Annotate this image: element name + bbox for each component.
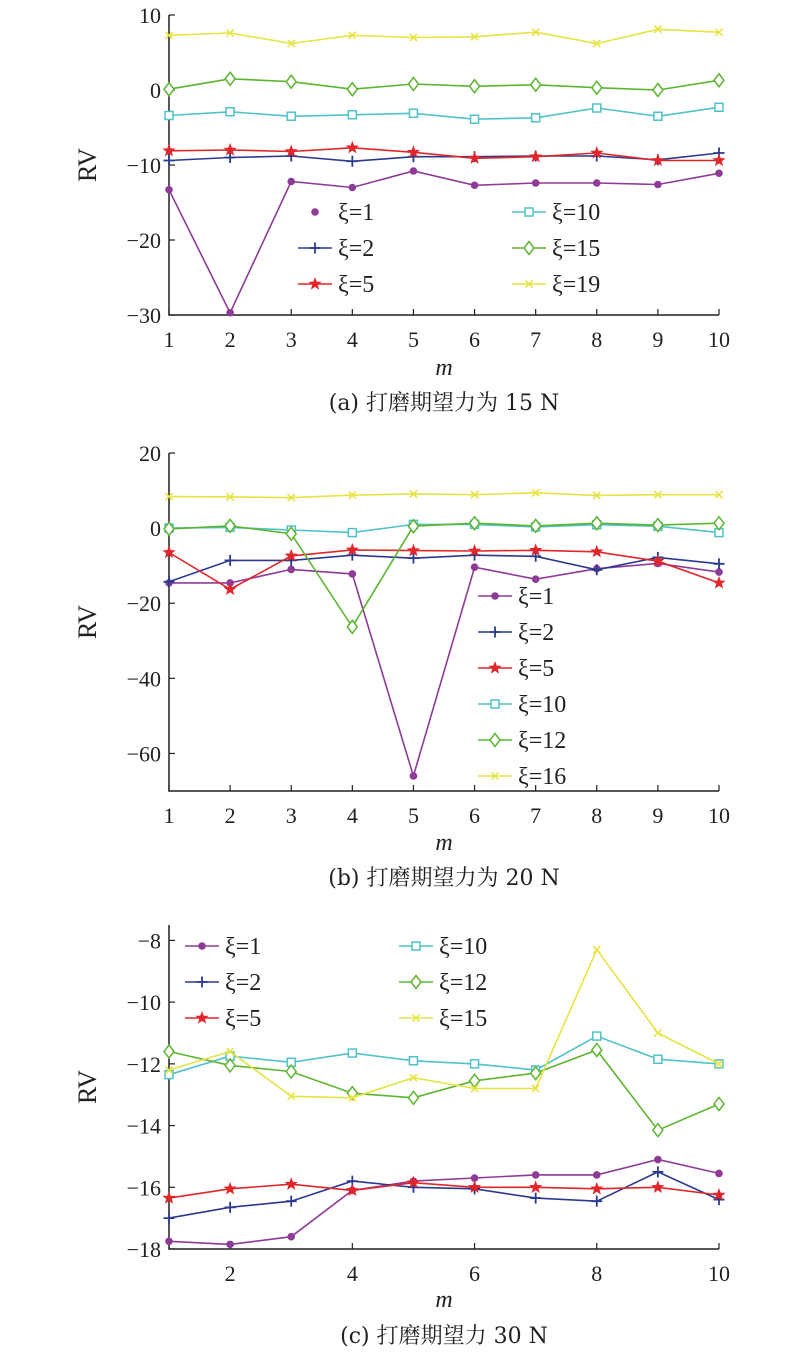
axes-frame: [169, 15, 719, 315]
data-point: [654, 1029, 661, 1036]
legend: [185, 934, 487, 1032]
y-axis-label: RV: [73, 1069, 102, 1105]
y-tick-label: −10: [126, 153, 161, 178]
data-point: [165, 112, 173, 120]
legend-entry: [478, 584, 554, 610]
legend-entry: [512, 200, 600, 226]
data-point: [409, 109, 417, 117]
y-tick-label: −20: [126, 591, 161, 617]
data-point: [164, 1045, 174, 1058]
data-point: [287, 566, 295, 574]
legend-entry: [478, 728, 566, 754]
legend-marker: [195, 1011, 208, 1024]
x-tick-label: 4: [346, 327, 358, 352]
data-point: [532, 575, 540, 583]
data-point: [349, 570, 357, 578]
data-point: [225, 555, 236, 566]
legend-label: ξ=12: [518, 728, 567, 754]
legend-label: ξ=1: [225, 934, 262, 960]
data-point: [164, 83, 174, 96]
series-dot: [165, 560, 723, 780]
legend: [298, 200, 600, 298]
data-point: [408, 553, 419, 564]
legend-marker: [310, 243, 321, 254]
series-line: [169, 29, 719, 43]
series-diamond: [164, 517, 724, 634]
x-tick-label: 7: [530, 803, 542, 828]
series-line: [169, 1183, 719, 1198]
series-line: [169, 107, 719, 119]
legend-marker: [524, 242, 534, 255]
series-diamond: [164, 72, 724, 96]
legend-entry: [478, 764, 566, 790]
y-tick-label: −18: [126, 1237, 161, 1262]
legend-label: ξ=10: [439, 934, 488, 960]
data-point: [654, 1055, 662, 1063]
legend-entry: [512, 272, 600, 298]
x-tick-label: 6: [469, 327, 481, 352]
legend-label: ξ=16: [518, 764, 567, 790]
legend-marker: [197, 977, 208, 988]
series-line: [169, 148, 719, 161]
data-point: [590, 545, 603, 558]
chart-panel-2: [73, 441, 730, 891]
legend-marker: [412, 942, 420, 950]
series-square: [165, 1032, 723, 1079]
data-point: [654, 1156, 662, 1164]
data-point: [287, 1233, 295, 1241]
data-point: [223, 1182, 236, 1195]
legend-entry: [399, 970, 487, 996]
data-point: [410, 167, 418, 175]
panel-caption: (a) 打磨期望力为 15 N: [328, 391, 560, 416]
data-point: [165, 186, 173, 194]
legend-entry: [478, 620, 554, 646]
data-point: [287, 178, 295, 186]
legend-entry: [478, 656, 554, 682]
data-point: [592, 81, 602, 94]
data-point: [590, 1182, 603, 1195]
legend: [478, 584, 566, 790]
data-point: [593, 1032, 601, 1040]
legend-entry: [298, 272, 374, 298]
legend-label: ξ=5: [518, 656, 555, 682]
y-tick-label: −30: [126, 303, 161, 328]
y-tick-label: −8: [137, 928, 161, 954]
data-point: [349, 184, 357, 192]
legend-marker: [525, 208, 533, 216]
data-point: [225, 72, 235, 85]
chart-panel-1: [73, 3, 730, 416]
series-line: [169, 550, 719, 589]
data-point: [226, 108, 234, 116]
y-axis-label: RV: [73, 147, 102, 183]
data-point: [226, 1241, 234, 1249]
y-tick-label: 0: [150, 78, 161, 103]
legend-label: ξ=19: [552, 272, 601, 298]
x-tick-label: 4: [346, 803, 358, 828]
data-point: [712, 576, 725, 589]
legend-marker: [488, 661, 501, 674]
chart-panel-3: [73, 925, 730, 1349]
legend-entry: [399, 934, 487, 960]
data-point: [654, 181, 662, 189]
x-tick-label: 8: [591, 327, 603, 352]
data-point: [593, 179, 601, 187]
y-tick-label: −10: [126, 990, 161, 1016]
x-tick-label: 7: [530, 327, 542, 352]
legend-entry: [478, 692, 566, 718]
y-tick-label: 10: [139, 3, 161, 28]
data-point: [225, 152, 236, 163]
y-tick-label: 20: [139, 441, 161, 466]
data-point: [408, 78, 418, 91]
series-line: [169, 493, 719, 498]
data-point: [715, 568, 723, 576]
x-tick-label: 2: [224, 327, 236, 352]
data-point: [471, 115, 479, 123]
legend-label: ξ=1: [518, 584, 555, 610]
y-tick-label: −60: [126, 741, 161, 767]
x-tick-label: 9: [652, 803, 664, 828]
data-point: [471, 563, 479, 571]
data-point: [348, 529, 356, 537]
x-tick-label: 9: [652, 327, 664, 352]
data-point: [348, 1049, 356, 1057]
y-tick-label: −40: [126, 666, 161, 692]
data-point: [223, 582, 236, 595]
data-point: [470, 80, 480, 93]
series-square: [165, 103, 723, 123]
series-line: [169, 563, 719, 776]
data-point: [591, 1196, 602, 1207]
data-point: [651, 1180, 664, 1193]
x-tick-label: 8: [591, 803, 603, 828]
x-axis-label: m: [435, 1287, 453, 1313]
data-point: [653, 84, 663, 97]
data-point: [715, 1170, 723, 1178]
data-point: [593, 1171, 601, 1179]
y-axis-label: RV: [73, 604, 102, 640]
data-point: [593, 104, 601, 112]
data-point: [471, 181, 479, 189]
series-line: [169, 1036, 719, 1075]
data-point: [715, 103, 723, 111]
data-point: [532, 179, 540, 187]
y-tick-label: −20: [126, 228, 161, 253]
data-point: [164, 155, 175, 166]
x-tick-label: 3: [285, 803, 297, 828]
legend-label: ξ=2: [338, 236, 375, 262]
x-tick-label: 3: [285, 327, 297, 352]
data-point: [532, 114, 540, 122]
data-point: [471, 1060, 479, 1068]
data-point: [531, 78, 541, 91]
data-point: [591, 564, 602, 575]
series-plus: [164, 1166, 725, 1223]
legend-entry: [185, 970, 261, 996]
legend-label: ξ=5: [338, 272, 375, 298]
legend-label: ξ=2: [518, 620, 555, 646]
legend-label: ξ=5: [225, 1006, 262, 1032]
legend-entry: [185, 1006, 261, 1032]
legend-entry: [185, 934, 261, 960]
legend-marker: [490, 734, 500, 747]
legend-label: ξ=2: [225, 970, 262, 996]
legend-entry: [399, 1006, 487, 1032]
data-point: [226, 309, 234, 317]
x-tick-label: 2: [224, 803, 236, 828]
series-dot: [165, 167, 723, 316]
legend-label: ξ=15: [439, 1006, 488, 1032]
data-point: [529, 1180, 542, 1193]
data-point: [408, 1091, 418, 1104]
x-tick-label: 6: [469, 803, 481, 828]
data-point: [530, 1193, 541, 1204]
legend-label: ξ=15: [552, 236, 601, 262]
x-tick-label: 10: [708, 1261, 730, 1286]
x-tick-label: 5: [407, 803, 419, 828]
legend-entry: [311, 200, 374, 226]
x-tick-label: 1: [163, 327, 175, 352]
legend-marker: [491, 592, 499, 600]
data-point: [225, 1202, 236, 1213]
x-axis-label: m: [435, 355, 453, 381]
data-point: [712, 154, 725, 167]
x-tick-label: 10: [708, 327, 730, 352]
data-point: [532, 1171, 540, 1179]
legend-marker: [198, 942, 206, 950]
legend-marker: [311, 208, 319, 216]
series-line: [169, 1160, 719, 1245]
data-point: [346, 141, 359, 154]
data-point: [165, 1237, 173, 1245]
data-point: [286, 75, 296, 88]
data-point: [714, 558, 725, 569]
series-star: [162, 543, 725, 595]
x-tick-label: 5: [407, 327, 419, 352]
data-point: [347, 156, 358, 167]
data-point: [714, 1097, 724, 1110]
legend-marker: [490, 627, 501, 638]
data-point: [286, 1196, 297, 1207]
y-tick-label: −14: [126, 1113, 161, 1139]
series-line: [169, 171, 719, 313]
x-tick-label: 8: [591, 1261, 603, 1286]
data-point: [593, 946, 600, 953]
data-point: [410, 772, 418, 780]
data-point: [715, 169, 723, 177]
y-tick-label: −16: [126, 1175, 161, 1201]
legend-entry: [298, 236, 374, 262]
x-tick-label: 4: [346, 1261, 358, 1286]
legend-label: ξ=12: [439, 970, 488, 996]
data-point: [164, 576, 175, 587]
axes-frame: [169, 453, 719, 791]
series-x: [165, 489, 722, 501]
y-tick-label: −12: [126, 1051, 161, 1077]
data-point: [409, 1057, 417, 1065]
x-tick-label: 6: [469, 1261, 481, 1286]
data-point: [287, 112, 295, 120]
legend-label: ξ=10: [518, 692, 567, 718]
legend-marker: [491, 700, 499, 708]
legend-entry: [512, 236, 600, 262]
y-tick-label: 0: [150, 516, 161, 542]
legend-marker: [411, 976, 421, 989]
data-point: [652, 1166, 663, 1177]
data-point: [714, 74, 724, 87]
series-plus: [164, 550, 725, 588]
legend-label: ξ=1: [338, 200, 375, 226]
x-tick-label: 1: [163, 803, 175, 828]
data-point: [347, 83, 357, 96]
panel-caption: (b) 打磨期望力为 20 N: [328, 866, 560, 891]
data-point: [714, 517, 724, 530]
data-point: [348, 111, 356, 119]
x-tick-label: 10: [708, 803, 730, 828]
panel-caption: (c) 打磨期望力 30 N: [340, 1324, 548, 1349]
legend-label: ξ=10: [552, 200, 601, 226]
series-line: [169, 523, 719, 627]
legend-marker: [308, 277, 321, 290]
x-axis-label: m: [435, 830, 453, 856]
data-point: [164, 1213, 175, 1224]
data-point: [654, 112, 662, 120]
x-tick-label: 2: [224, 1261, 236, 1286]
series-line: [169, 79, 719, 90]
series-dot: [165, 1156, 723, 1248]
series-star: [162, 141, 725, 166]
series-x: [165, 26, 722, 47]
data-point: [285, 1177, 298, 1190]
